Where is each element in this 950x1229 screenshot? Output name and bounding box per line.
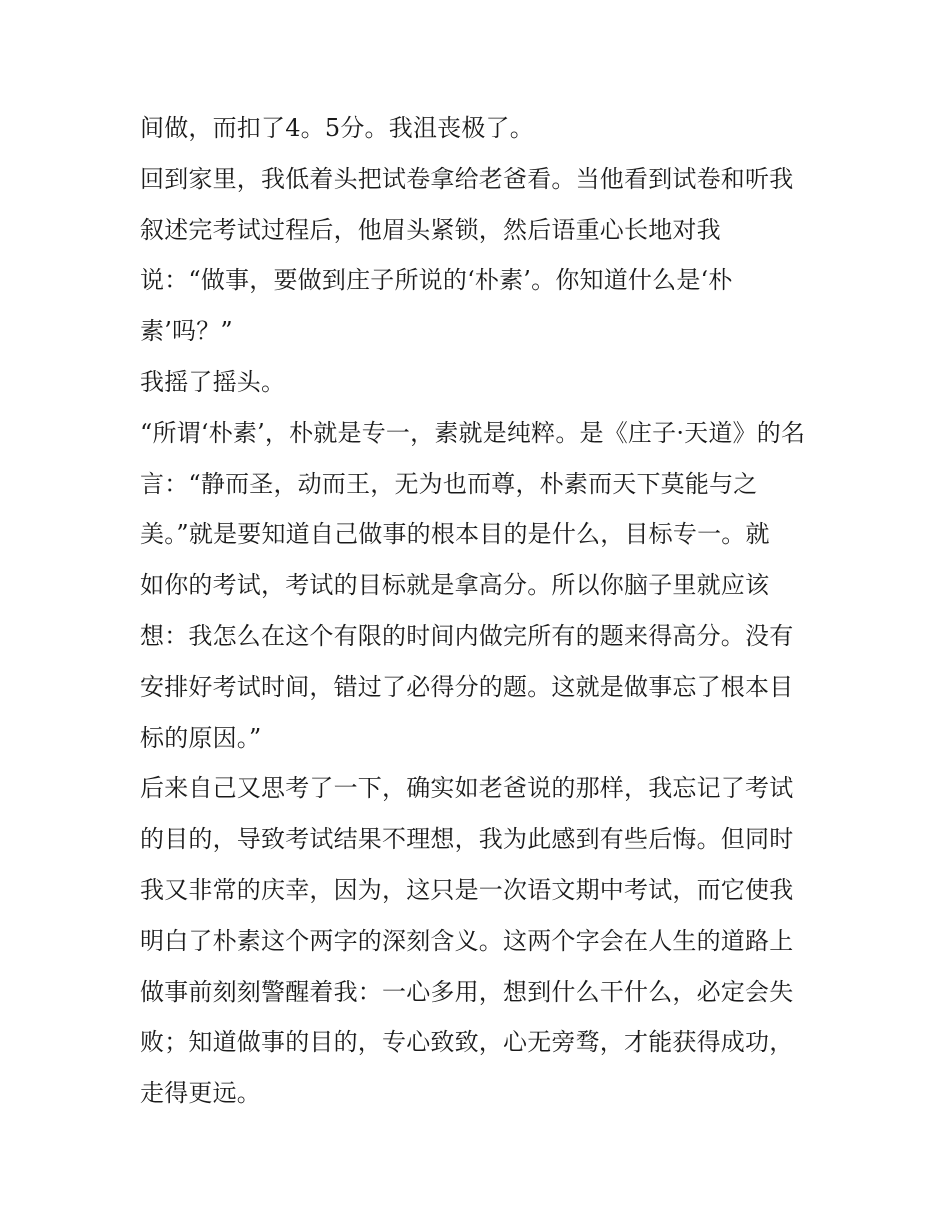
text-line: 回到家里，我低着头把试卷拿给老爸看。当他看到试卷和听我 xyxy=(140,164,794,193)
text-line: 想：我怎么在这个有限的时间内做完所有的题来得高分。没有 xyxy=(140,621,794,650)
text-line: 说：“做事，要做到庄子所说的‘朴素’。你知道什么是‘朴 xyxy=(140,266,733,295)
text-line: 美。”就是要知道自己做事的根本目的是什么，目标专一。就 xyxy=(140,520,770,549)
text-line: 后来自己又思考了一下，确实如老爸说的那样，我忘记了考试 xyxy=(140,774,794,803)
text-line: “所谓‘朴素’，朴就是专一，素就是纯粹。是《庄子·天道》的名 xyxy=(140,418,806,447)
text-line: 言：“静而圣，动而王，无为也而尊，朴素而天下莫能与之 xyxy=(140,469,758,498)
essay-body xyxy=(140,103,820,1119)
text-line: 的目的，导致考试结果不理想，我为此感到有些后悔。但同时 xyxy=(140,825,794,854)
text-line: 标的原因。” xyxy=(140,723,262,752)
text-line: 明白了朴素这个两字的深刻含义。这两个字会在人生的道路上 xyxy=(140,926,794,955)
text-line: 做事前刻刻警醒着我：一心多用，想到什么干什么，必定会失 xyxy=(140,977,794,1006)
text-line: 我摇了摇头。 xyxy=(140,367,286,396)
text-line: 如你的考试，考试的目标就是拿高分。所以你脑子里就应该 xyxy=(140,571,770,600)
text-line: 安排好考试时间，错过了必得分的题。这就是做事忘了根本目 xyxy=(140,672,794,701)
text-line: 败；知道做事的目的，专心致致，心无旁骛，才能获得成功， xyxy=(140,1028,794,1057)
text-line: 叙述完考试过程后，他眉头紧锁，然后语重心长地对我 xyxy=(140,215,721,244)
text-line: 素’吗？” xyxy=(140,317,233,346)
text-line: 间做，而扣了4。5分。我沮丧极了。 xyxy=(140,114,534,142)
text-line: 走得更远。 xyxy=(140,1079,261,1108)
text-line: 我又非常的庆幸，因为，这只是一次语文期中考试，而它使我 xyxy=(140,875,794,904)
